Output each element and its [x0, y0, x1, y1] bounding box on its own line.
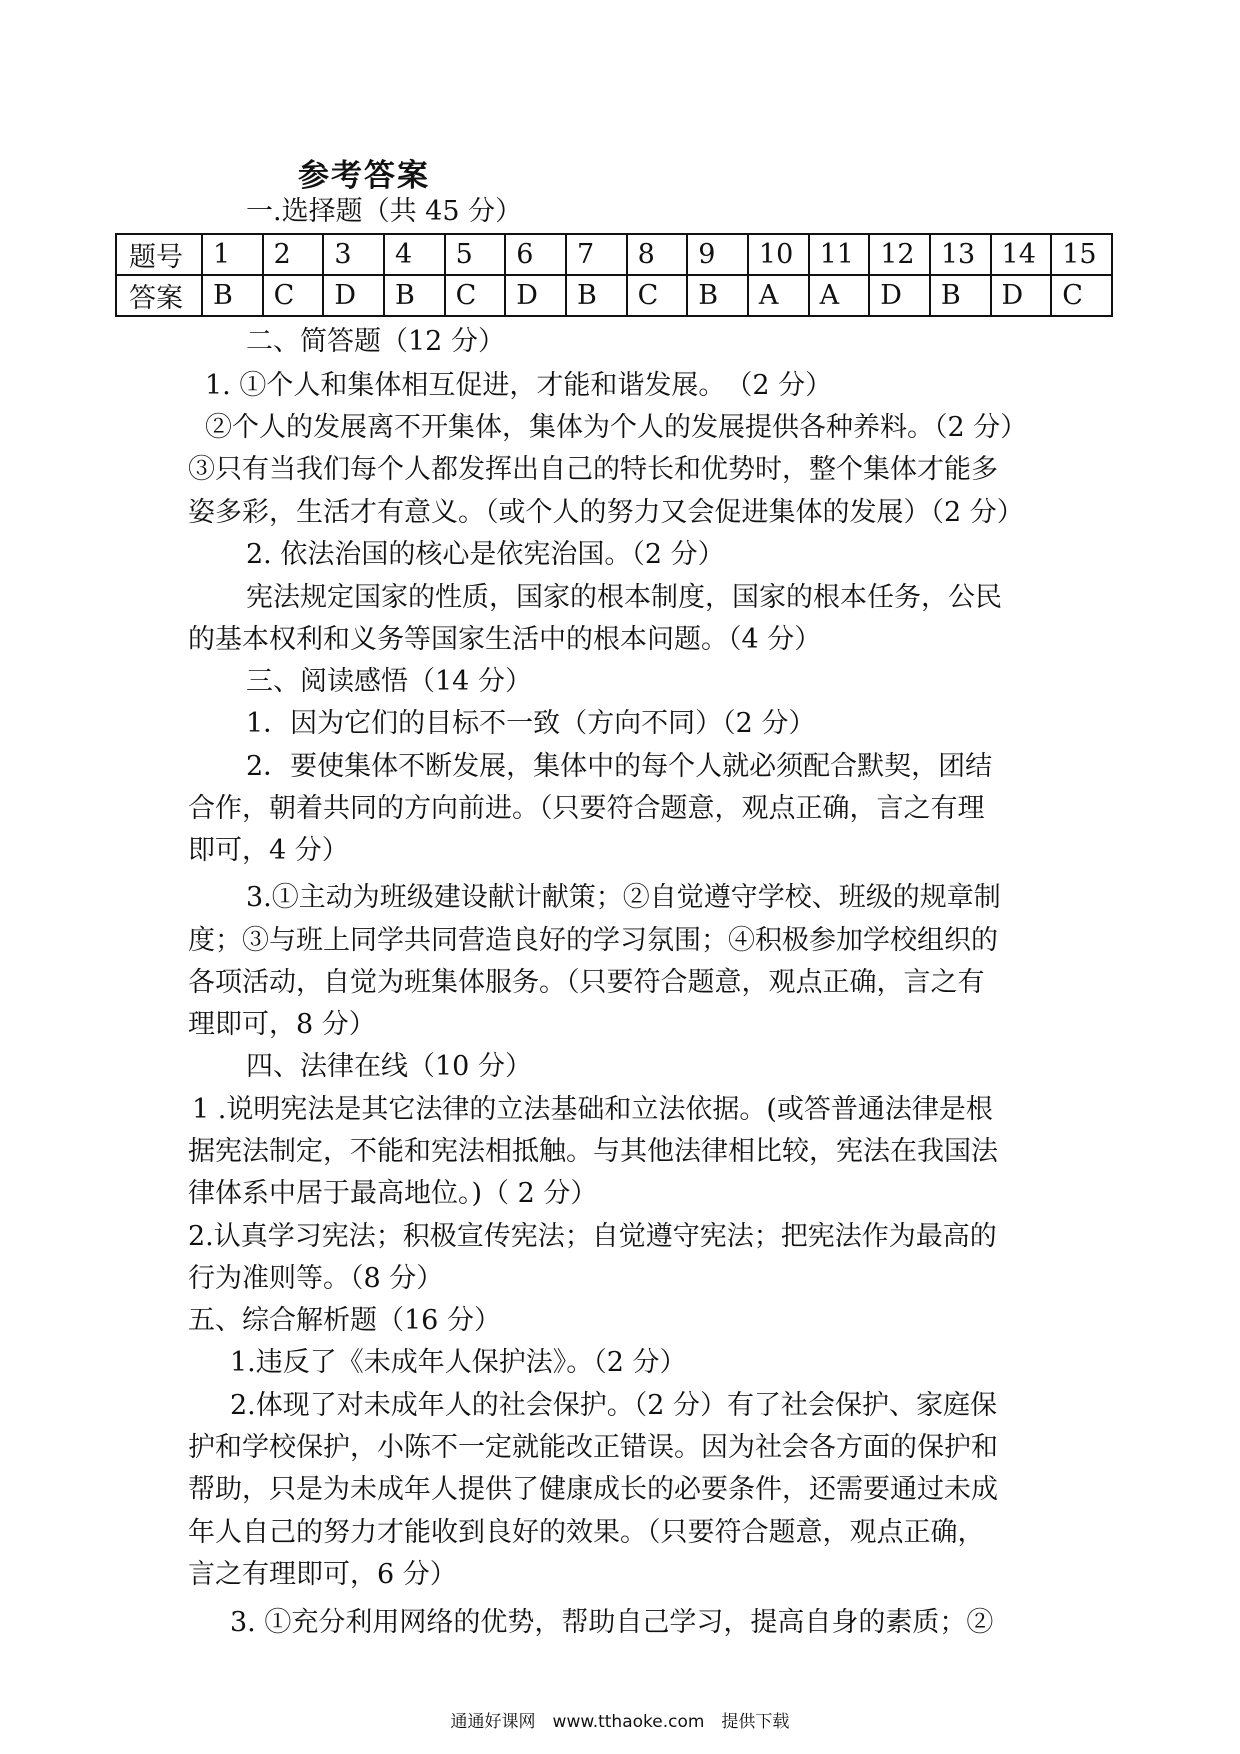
answer-cell: B — [687, 275, 748, 316]
row-label-number: 题号 — [116, 234, 202, 275]
footer-source: 通通好课网 www.tthaoke.com 提供下载 — [450, 1712, 790, 1732]
question-number: 13 — [930, 234, 991, 275]
answer-text-line: 3. ①充分利用网络的优势，帮助自己学习，提高自身的素质；② — [230, 1607, 994, 1638]
page-title: 参考答案 — [298, 158, 430, 194]
answer-cell: B — [384, 275, 445, 316]
answer-text-line: 帮助，只是为未成年人提供了健康成长的必要条件，还需要通过未成 — [188, 1474, 998, 1505]
section-heading-short-answer: 二、简答题（12 分） — [246, 326, 505, 357]
question-number: 1 — [202, 234, 263, 275]
answer-row — [116, 275, 1112, 316]
answer-text-line: 据宪法制定，不能和宪法相抵触。与其他法律相比较，宪法在我国法 — [188, 1136, 998, 1167]
question-number-row — [116, 234, 1112, 275]
question-number: 8 — [627, 234, 688, 275]
answer-text-line: ③只有当我们每个人都发挥出自己的特长和优势时，整个集体才能多 — [188, 454, 998, 485]
answer-text-line: 即可，4 分） — [188, 835, 349, 866]
answer-text-line: 理即可，8 分） — [188, 1009, 376, 1040]
answer-text-line: 3.①主动为班级建设献计献策；②自觉遵守学校、班级的规章制 — [246, 882, 1001, 913]
section-heading-reading: 三、阅读感悟（14 分） — [246, 666, 532, 697]
question-number: 2 — [263, 234, 324, 275]
answer-text-line: 年人自己的努力才能收到良好的效果。（只要符合题意，观点正确， — [188, 1517, 985, 1548]
question-number: 14 — [991, 234, 1052, 275]
answer-cell: B — [566, 275, 627, 316]
answer-text-line: 宪法规定国家的性质，国家的根本制度，国家的根本任务，公民 — [246, 582, 1002, 613]
question-number: 7 — [566, 234, 627, 275]
answer-cell: B — [202, 275, 263, 316]
question-number: 3 — [323, 234, 384, 275]
answer-text-line: 1．因为它们的目标不一致（方向不同）（2 分） — [246, 708, 816, 739]
answer-text-line: 2．要使集体不断发展，集体中的每个人就必须配合默契，团结 — [246, 751, 993, 782]
answer-text-line: 言之有理即可，6 分） — [188, 1559, 457, 1590]
question-number: 15 — [1051, 234, 1112, 275]
row-label-answer: 答案 — [116, 275, 202, 316]
question-number: 5 — [445, 234, 506, 275]
answer-table — [115, 233, 1113, 317]
section-heading-choice: 一.选择题（共 45 分） — [246, 196, 523, 227]
answer-cell: B — [930, 275, 991, 316]
answer-text-line: 2.体现了对未成年人的社会保护。（2 分）有了社会保护、家庭保 — [230, 1390, 998, 1421]
answer-cell: A — [748, 275, 809, 316]
answer-text-line: 合作，朝着共同的方向前进。（只要符合题意，观点正确，言之有理 — [188, 793, 985, 824]
answer-cell: D — [505, 275, 566, 316]
answer-text-line: 1.违反了《未成年人保护法》。（2 分） — [230, 1347, 687, 1378]
question-number: 6 — [505, 234, 566, 275]
answer-text-line: 律体系中居于最高地位。)（ 2 分） — [188, 1178, 598, 1209]
answer-text-line: 各项活动，自觉为班集体服务。（只要符合题意，观点正确，言之有 — [188, 967, 985, 998]
question-number: 9 — [687, 234, 748, 275]
question-number: 10 — [748, 234, 809, 275]
question-number: 11 — [809, 234, 870, 275]
answer-cell: C — [263, 275, 324, 316]
answer-text-line: 2. 依法治国的核心是依宪治国。（2 分） — [246, 539, 725, 570]
answer-cell: D — [991, 275, 1052, 316]
question-number: 4 — [384, 234, 445, 275]
answer-cell: C — [445, 275, 506, 316]
answer-text-line: ②个人的发展离不开集体，集体为个人的发展提供各种养料。（2 分） — [205, 412, 1028, 443]
answer-cell: C — [627, 275, 688, 316]
answer-cell: C — [1051, 275, 1112, 316]
answer-text-line: 度；③与班上同学共同营造良好的学习氛围；④积极参加学校组织的 — [188, 925, 998, 956]
question-number: 12 — [869, 234, 930, 275]
answer-text-line: 1 .说明宪法是其它法律的立法基础和立法依据。(或答普通法律是根 — [192, 1094, 993, 1125]
answer-text-line: 护和学校保护，小陈不一定就能改正错误。因为社会各方面的保护和 — [188, 1432, 998, 1463]
answer-text-line: 的基本权利和义务等国家生活中的根本问题。（4 分） — [188, 624, 822, 655]
section-heading-analysis: 五、综合解析题（16 分） — [188, 1305, 501, 1336]
answer-text-line: 1. ①个人和集体相互促进，才能和谐发展。 （2 分） — [205, 370, 833, 401]
answer-cell: D — [323, 275, 384, 316]
answer-text-line: 行为准则等。（8 分） — [188, 1263, 444, 1294]
answer-cell: D — [869, 275, 930, 316]
answer-text-line: 2.认真学习宪法；积极宣传宪法；自觉遵守宪法；把宪法作为最高的 — [188, 1221, 997, 1252]
answer-text-line: 姿多彩，生活才有意义。（或个人的努力又会促进集体的发展）（2 分） — [188, 497, 1024, 528]
section-heading-law: 四、法律在线（10 分） — [246, 1051, 532, 1082]
answer-cell: A — [809, 275, 870, 316]
